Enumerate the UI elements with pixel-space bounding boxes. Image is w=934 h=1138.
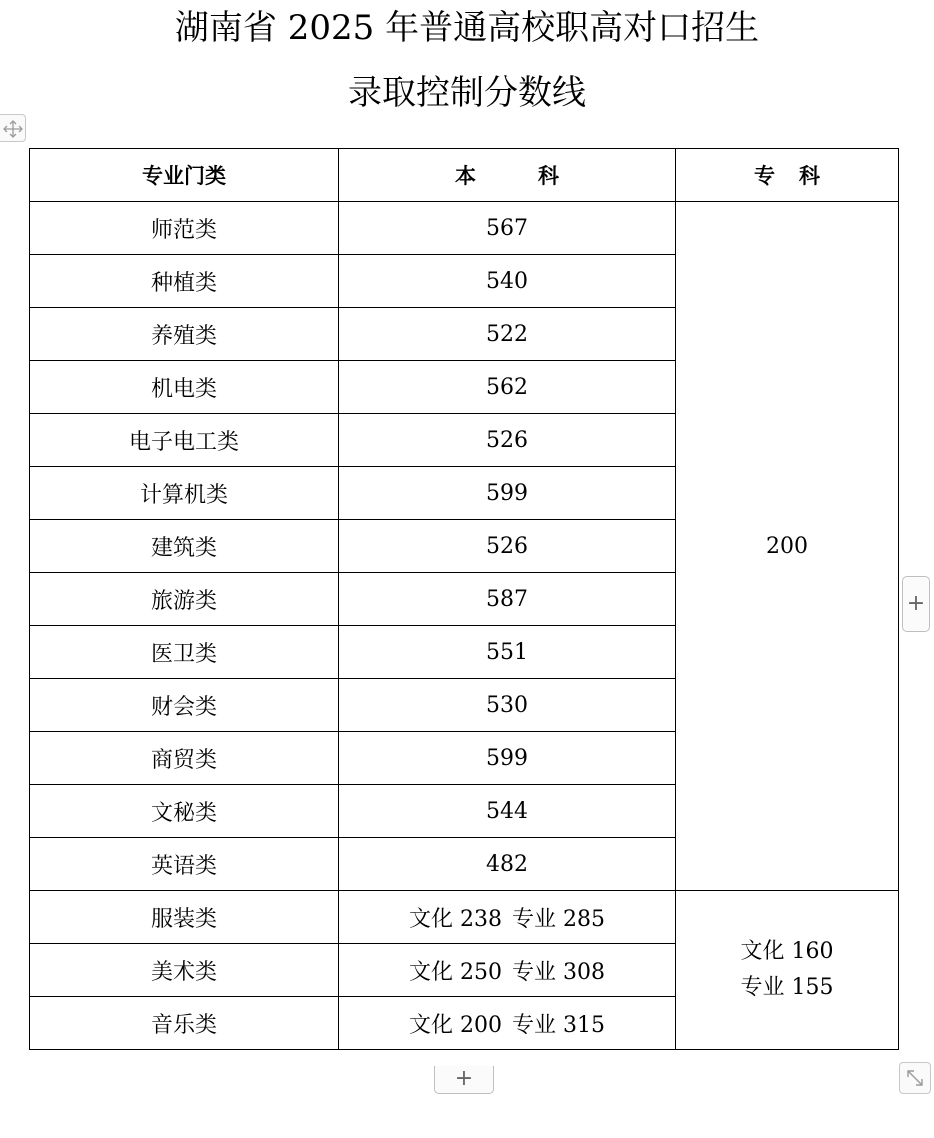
art-culture-score: 文化 200 [409, 1012, 502, 1038]
cell-bachelor[interactable]: 562 [339, 361, 676, 414]
cell-category[interactable]: 建筑类 [30, 520, 339, 573]
cell-category[interactable]: 文秘类 [30, 785, 339, 838]
junior-art-culture: 文化 160 [740, 939, 834, 964]
cell-bachelor[interactable]: 587 [339, 573, 676, 626]
art-major-score: 专业 285 [512, 906, 605, 932]
header-bachelor-char1: 本 [455, 164, 476, 188]
page-title: 湖南省 2025 年普通高校职高对口招生 [174, 8, 760, 48]
cell-bachelor[interactable]: 567 [339, 202, 676, 255]
cell-category[interactable]: 机电类 [30, 361, 339, 414]
cell-bachelor[interactable]: 599 [339, 467, 676, 520]
table-row-art [30, 891, 899, 944]
cell-category[interactable]: 音乐类 [30, 997, 339, 1050]
cell-bachelor[interactable]: 551 [339, 626, 676, 679]
cell-bachelor[interactable]: 526 [339, 414, 676, 467]
cell-junior-general[interactable]: 200 [676, 202, 899, 891]
header-junior-char1: 专 [754, 164, 775, 188]
cell-category[interactable]: 养殖类 [30, 308, 339, 361]
cell-bachelor[interactable]: 482 [339, 838, 676, 891]
cell-bachelor[interactable]: 544 [339, 785, 676, 838]
cell-category[interactable]: 种植类 [30, 255, 339, 308]
add-row-button[interactable]: + [434, 1066, 494, 1094]
cell-category[interactable]: 计算机类 [30, 467, 339, 520]
cell-category[interactable]: 旅游类 [30, 573, 339, 626]
header-junior[interactable] [676, 149, 899, 202]
cell-category[interactable]: 医卫类 [30, 626, 339, 679]
art-culture-score: 文化 250 [409, 959, 502, 985]
cell-bachelor[interactable]: 599 [339, 732, 676, 785]
art-major-score: 专业 315 [512, 1012, 605, 1038]
cell-bachelor-art[interactable] [339, 944, 676, 997]
cell-junior-art[interactable] [676, 891, 899, 1050]
cell-bachelor[interactable]: 522 [339, 308, 676, 361]
page-subtitle: 录取控制分数线 [348, 73, 586, 113]
header-junior-char2: 科 [799, 164, 820, 188]
table-header-row [30, 149, 899, 202]
score-table [29, 148, 899, 1050]
header-bachelor-char2: 科 [538, 164, 559, 188]
add-column-button[interactable]: + [902, 576, 930, 632]
table-move-handle[interactable] [0, 114, 26, 142]
resize-diagonal-icon [905, 1068, 925, 1088]
cell-category[interactable]: 英语类 [30, 838, 339, 891]
cell-bachelor[interactable]: 540 [339, 255, 676, 308]
cell-bachelor[interactable]: 530 [339, 679, 676, 732]
cell-category[interactable]: 服装类 [30, 891, 339, 944]
cell-bachelor-art[interactable] [339, 997, 676, 1050]
cell-category[interactable]: 美术类 [30, 944, 339, 997]
art-culture-score: 文化 238 [409, 906, 502, 932]
table-row [30, 202, 899, 255]
cell-category[interactable]: 财会类 [30, 679, 339, 732]
cell-category[interactable]: 电子电工类 [30, 414, 339, 467]
header-bachelor[interactable] [339, 149, 676, 202]
cell-category[interactable]: 师范类 [30, 202, 339, 255]
header-category[interactable]: 专业门类 [30, 149, 339, 202]
art-major-score: 专业 308 [512, 959, 605, 985]
move-arrows-icon [2, 119, 24, 139]
table-resize-handle[interactable] [899, 1062, 931, 1094]
cell-bachelor[interactable]: 526 [339, 520, 676, 573]
cell-category[interactable]: 商贸类 [30, 732, 339, 785]
cell-bachelor-art[interactable] [339, 891, 676, 944]
junior-art-major: 专业 155 [740, 975, 834, 1000]
